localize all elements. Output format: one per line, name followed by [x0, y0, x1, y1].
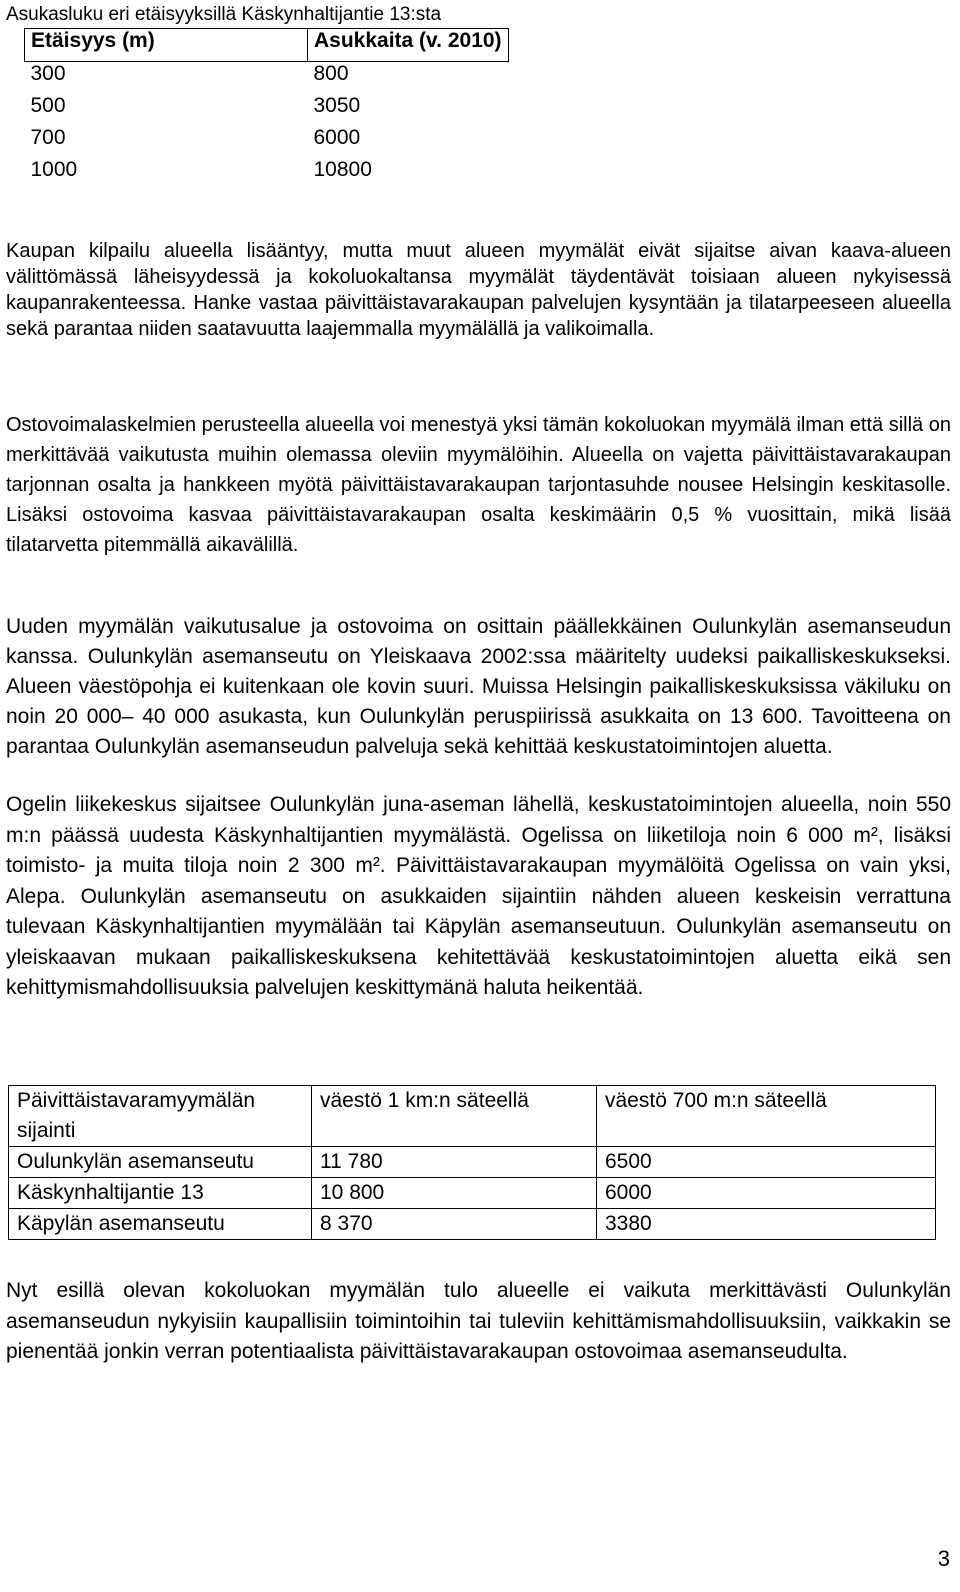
cell-population-1km: 11 780: [312, 1147, 597, 1178]
page-number: 3: [937, 1546, 950, 1571]
cell-population-700m: 3380: [597, 1209, 936, 1240]
header-residents: Asukkaita (v. 2010): [308, 29, 509, 62]
paragraph-competition: Kaupan kilpailu alueella lisääntyy, mutta muut alueen myymälät eivät sijaitse aivan kaava-alueen välittömässä läheisyydessä ja kokoluokaltansa myymälät täydentävät toisiaan alueen nykyisessä kaupanrakenteessa. Hanke vastaa päivittäistavarakaupan palvelujen kysyntään ja tilatarpeeseen alueella sekä parantaa niiden saatavuutta laajemmalla myymälällä ja valikoimalla.: [6, 240, 951, 340]
cell-population-1km: 10 800: [312, 1178, 597, 1209]
header-population-700m: väestö 700 m:n säteellä: [597, 1086, 936, 1147]
header-distance: Etäisyys (m): [25, 29, 308, 62]
paragraph-conclusion: Nyt esillä olevan kokoluokan myymälän tulo alueelle ei vaikuta merkittävästi Oulunkylän asemanseudun nykyisiin kaupallisiin toimintoihin tai tuleviin kehittämismahdollisuuksiin, vaikkakin se pienentää jonkin verran potentiaalista päivittäistavarakaupan ostovoimaa asemanseudulta.: [6, 1279, 951, 1363]
header-location: Päivittäistavaramyymälän sijainti: [9, 1086, 312, 1147]
cell-location: Käpylän asemanseutu: [9, 1209, 312, 1240]
cell-residents: 800: [313, 62, 349, 85]
cell-residents: 3050: [313, 94, 361, 117]
cell-population-700m: 6500: [597, 1147, 936, 1178]
table-caption: Asukasluku eri etäisyyksillä Käskynhaltijantie 13:sta: [6, 4, 442, 25]
table-row: [9, 1209, 936, 1240]
cell-distance: 1000: [30, 158, 78, 181]
cell-residents: 10800: [313, 158, 372, 181]
cell-residents: 6000: [313, 126, 361, 149]
cell-population-1km: 8 370: [312, 1209, 597, 1240]
table-row: [25, 158, 509, 190]
table-header-row: [9, 1086, 936, 1147]
table-row: [9, 1147, 936, 1178]
table-row: [25, 126, 509, 158]
population-distance-table: [24, 28, 509, 190]
paragraph-ogeli: Ogelin liikekeskus sijaitsee Oulunkylän juna-aseman lähellä, keskustatoimintojen alueella, noin 550 m:n päässä uudesta Käskynhaltijantien myymälästä. Ogelissa on liiketiloja noin 6 000 m², lisäksi toimisto- ja muita tiloja noin 2 300 m². Päivittäistavarakaupan myymälöitä Ogelissa on vain yksi, Alepa. Oulunkylän asemanseutu on asukkaiden sijaintiin nähden alueen keskeisin verrattuna tulevaan Käskynhaltijantien myymälään tai Käpylän asemanseutuun. Oulunkylän asemanseutu on yleiskaavan mukaan paikalliskeskuksena kehitettävää keskustatoimintojen aluetta eikä sen kehittymismahdollisuuksia palvelujen keskittymänä haluta heikentää.: [6, 793, 951, 999]
cell-distance: 300: [30, 62, 66, 85]
table-row: [25, 94, 509, 126]
cell-distance: 700: [30, 126, 66, 149]
paragraph-catchment-area: Uuden myymälän vaikutusalue ja ostovoima on osittain päällekkäinen Oulunkylän asemanseudun kanssa. Oulunkylän asemanseutu on Yleiskaava 2002:ssa määritelty uudeksi paikalliskeskukseksi. Alueen väestöpohja ei kuitenkaan ole kovin suuri. Muissa Helsingin paikalliskeskuksissa väkiluku on noin 20 000– 40 000 asukasta, kun Oulunkylän peruspiirissä asukkaita on 13 600. Tavoitteena on parantaa Oulunkylän asemanseudun palveluja sekä kehittää keskustatoimintojen aluetta.: [6, 615, 951, 758]
paragraph-purchasing-power: Ostovoimalaskelmien perusteella alueella voi menestyä yksi tämän kokoluokan myymälä ilman että sillä on merkittävää vaikutusta muihin olemassa oleviin myymälöihin. Alueella on vajetta päivittäistavarakaupan tarjonnan osalta ja hankkeen myötä päivittäistavarakaupan tarjontasuhde nousee Helsingin keskitasolle. Lisäksi ostovoima kasvaa päivittäistavarakaupan osalta keskimäärin 0,5 % vuosittain, mikä lisää tilatarvetta pitemmällä aikavälillä.: [6, 414, 951, 556]
store-location-population-table: [8, 1085, 936, 1240]
table-header-row: [25, 29, 509, 62]
header-population-1km: väestö 1 km:n säteellä: [312, 1086, 597, 1147]
cell-location: Käskynhaltijantie 13: [9, 1178, 312, 1209]
cell-population-700m: 6000: [597, 1178, 936, 1209]
table-row: [9, 1178, 936, 1209]
table-row: [25, 62, 509, 95]
cell-location: Oulunkylän asemanseutu: [9, 1147, 312, 1178]
cell-distance: 500: [30, 94, 66, 117]
